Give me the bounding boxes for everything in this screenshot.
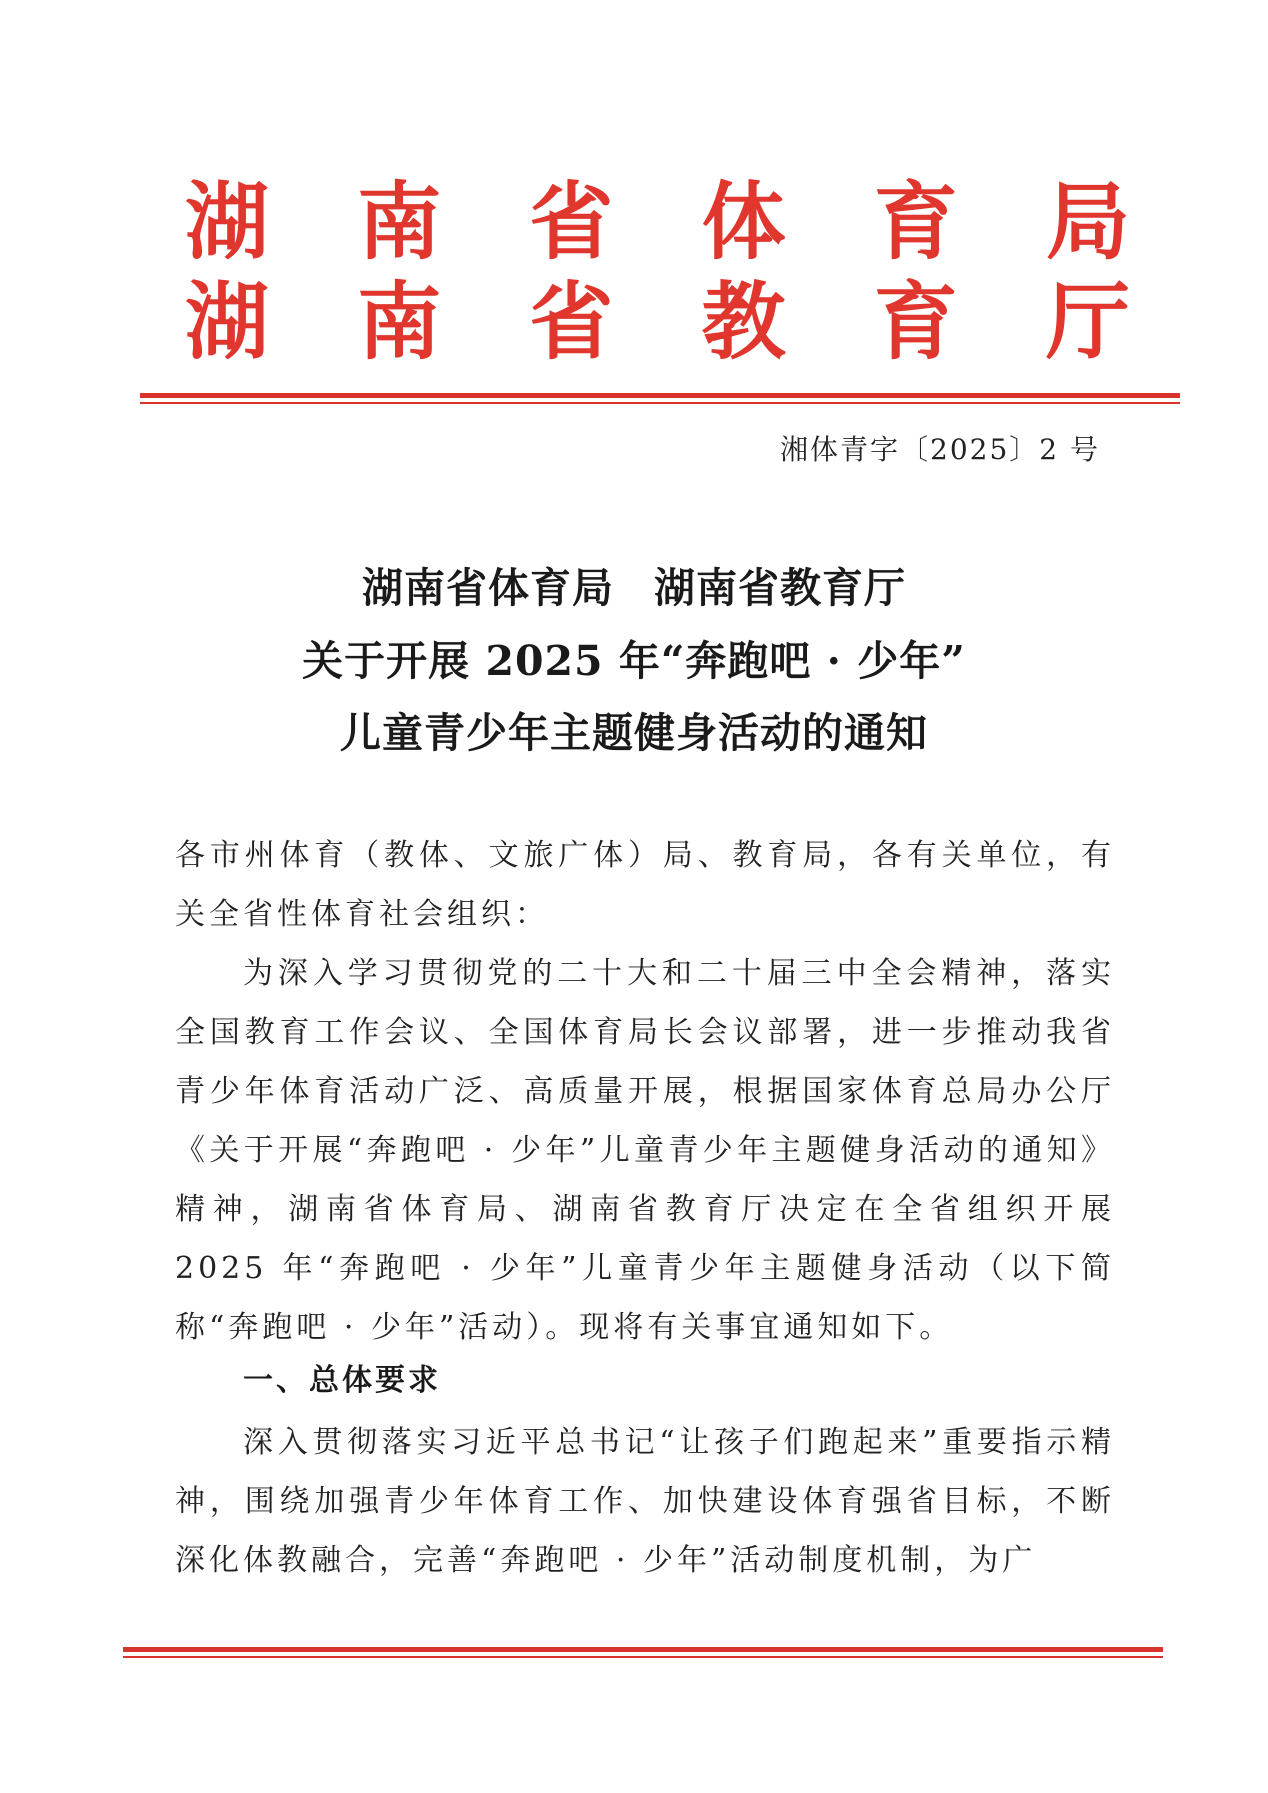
letterhead-char: 育 [873, 172, 958, 271]
letterhead-char: 省 [529, 172, 614, 271]
footer-red-rule-thin [123, 1656, 1163, 1658]
document-title-line-3: 儿童青少年主题健身活动的通知 [340, 709, 928, 757]
letterhead-char: 育 [873, 272, 958, 371]
paragraph-intro: 为深入学习贯彻党的二十大和二十届三中全会精神，落实全国教育工作会议、全国体育局长会议部署，进一步推动我省青少年体育活动广泛、高质量开展，根据国家体育总局办公厅《关于开展“奔跑吧 · 少年”儿童青少年主题健身活动的通知》精神，湖南省体育局、湖南省教育厅决定在全省组织开展 2025 年“奔跑吧 · 少年”儿童青少年主题健身活动（以下简称“奔跑吧 · 少年”活动）。现将有关事宜通知如下。 [175, 956, 1115, 1345]
document-number: 湘体青字〔2025〕2 号 [780, 433, 1100, 466]
letterhead-char: 体 [701, 172, 786, 271]
letterhead-char: 教 [701, 272, 786, 371]
letterhead-char: 湖 [185, 172, 270, 271]
title-issuer-sports-bureau: 湖南省体育局 [362, 564, 614, 612]
letterhead-line-sports-bureau [185, 172, 1130, 271]
letterhead-red-rule-thick [140, 393, 1180, 398]
letterhead-char: 南 [357, 272, 442, 371]
letterhead-char: 局 [1045, 172, 1130, 271]
section-heading-general-requirements: 一、总体要求 [243, 1363, 441, 1398]
footer-red-rule-thick [123, 1647, 1163, 1652]
letterhead-red-rule-thin [140, 402, 1180, 404]
salutation: 各市州体育（教体、文旅广体）局、教育局，各有关单位，有关全省性体育社会组织： [175, 838, 1115, 932]
document-title-line-1 [0, 555, 1268, 614]
letterhead-char: 湖 [185, 272, 270, 371]
paragraph-general-requirements: 深入贯彻落实习近平总书记“让孩子们跑起来”重要指示精神，围绕加强青少年体育工作、加快建设体育强省目标，不断深化体教融合，完善“奔跑吧 · 少年”活动制度机制，为广 [175, 1425, 1115, 1578]
document-title-line-2: 关于开展 2025 年“奔跑吧 · 少年” [302, 637, 966, 685]
letterhead-char: 南 [357, 172, 442, 271]
title-issuer-education-department: 湖南省教育厅 [654, 564, 906, 612]
letterhead-line-education-department [185, 272, 1130, 371]
letterhead-char: 厅 [1045, 272, 1130, 371]
letterhead-char: 省 [529, 272, 614, 371]
